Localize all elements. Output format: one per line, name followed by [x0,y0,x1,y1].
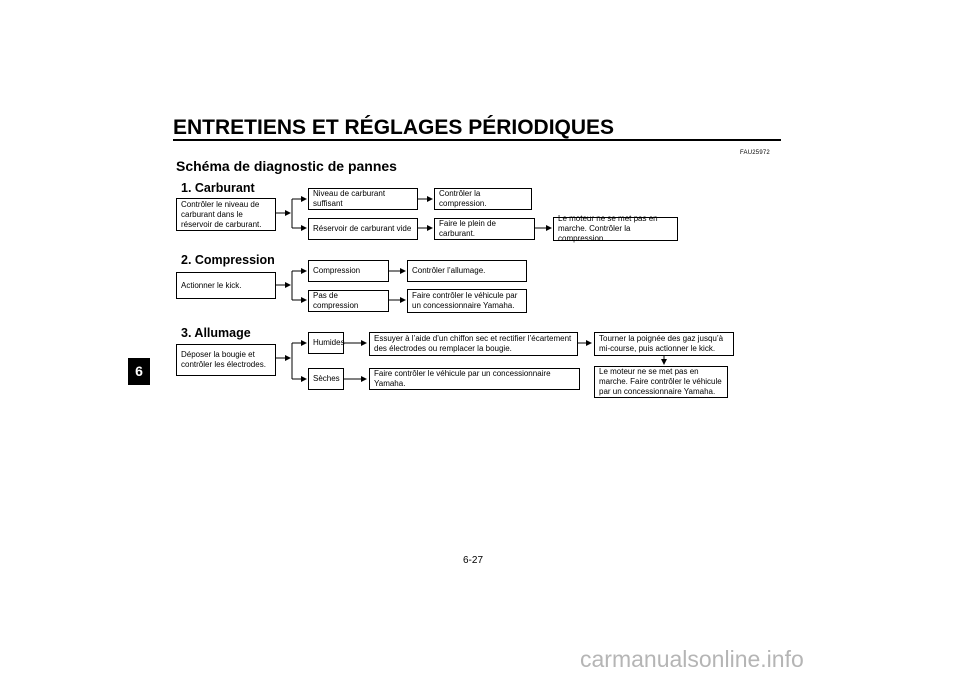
step-text: Pas de compression [313,291,359,310]
page-title: ENTRETIENS ET RÉGLAGES PÉRIODIQUES [173,116,615,139]
step-engine-no-start-dealer [594,366,728,398]
step-dry-dealer-check [369,368,580,390]
step-compression [308,260,389,282]
section-heading-allumage: 3. Allumage [181,326,251,340]
step-fuel-empty [308,218,418,240]
step-text: Niveau de carburant suffisant [313,189,386,208]
step-check-ignition [407,260,527,282]
step-engine-no-start-check-compression [553,214,678,243]
step-text: Essuyer à l’aide d’un chiffon sec et rectifier l’écartement des électrodes ou remplacer la bougie. [374,334,572,353]
step-refuel [434,218,535,240]
step-kick [176,272,276,299]
step-text: Tourner la poignée des gaz jusqu’à mi-course, puis actionner le kick. [599,334,724,353]
step-half-throttle-kick [594,332,734,356]
page-subtitle: Schéma de diagnostic de pannes [176,158,397,174]
step-text: Contrôler le niveau de carburant dans le réservoir de carburant. [181,199,262,229]
step-fuel-sufficient [308,188,418,210]
step-wipe-electrodes [369,332,578,356]
step-text: Faire contrôler le véhicule par un concessionnaire Yamaha. [412,291,518,310]
step-dry [308,368,344,390]
step-text: Humides [313,338,345,347]
step-check-fuel-level [176,198,276,231]
doc-code: FAU25972 [740,150,770,156]
page-number: 6-27 [463,555,484,566]
step-text: Actionner le kick. [181,280,242,290]
step-text: Déposer la bougie et contrôler les électrodes. [181,350,266,369]
section-heading-compression: 2. Compression [181,253,275,267]
section-heading-carburant: 1. Carburant [181,181,255,195]
step-text: Faire le plein de carburant. [439,219,496,238]
step-text: Contrôler l’allumage. [412,266,486,275]
step-text: Compression [313,266,361,275]
step-text: Réservoir de carburant vide [313,224,412,233]
step-text: Le moteur ne se met pas en marche. Contrôler la compression. [558,214,658,243]
step-no-compression [308,290,389,312]
step-check-compression [434,188,532,210]
step-dealer-check [407,289,527,313]
chapter-tab: 6 [128,358,150,385]
watermark: carmanualsonline.info [580,646,804,672]
step-text: Le moteur ne se met pas en marche. Faire contrôler le véhicule par un concessionnaire Yamaha. [599,367,722,396]
step-text: Contrôler la compression. [439,189,487,208]
step-wet [308,332,344,354]
step-remove-spark-plug [176,344,276,376]
step-text: Faire contrôler le véhicule par un concessionnaire Yamaha. [374,369,551,388]
step-text: Sèches [313,374,340,383]
